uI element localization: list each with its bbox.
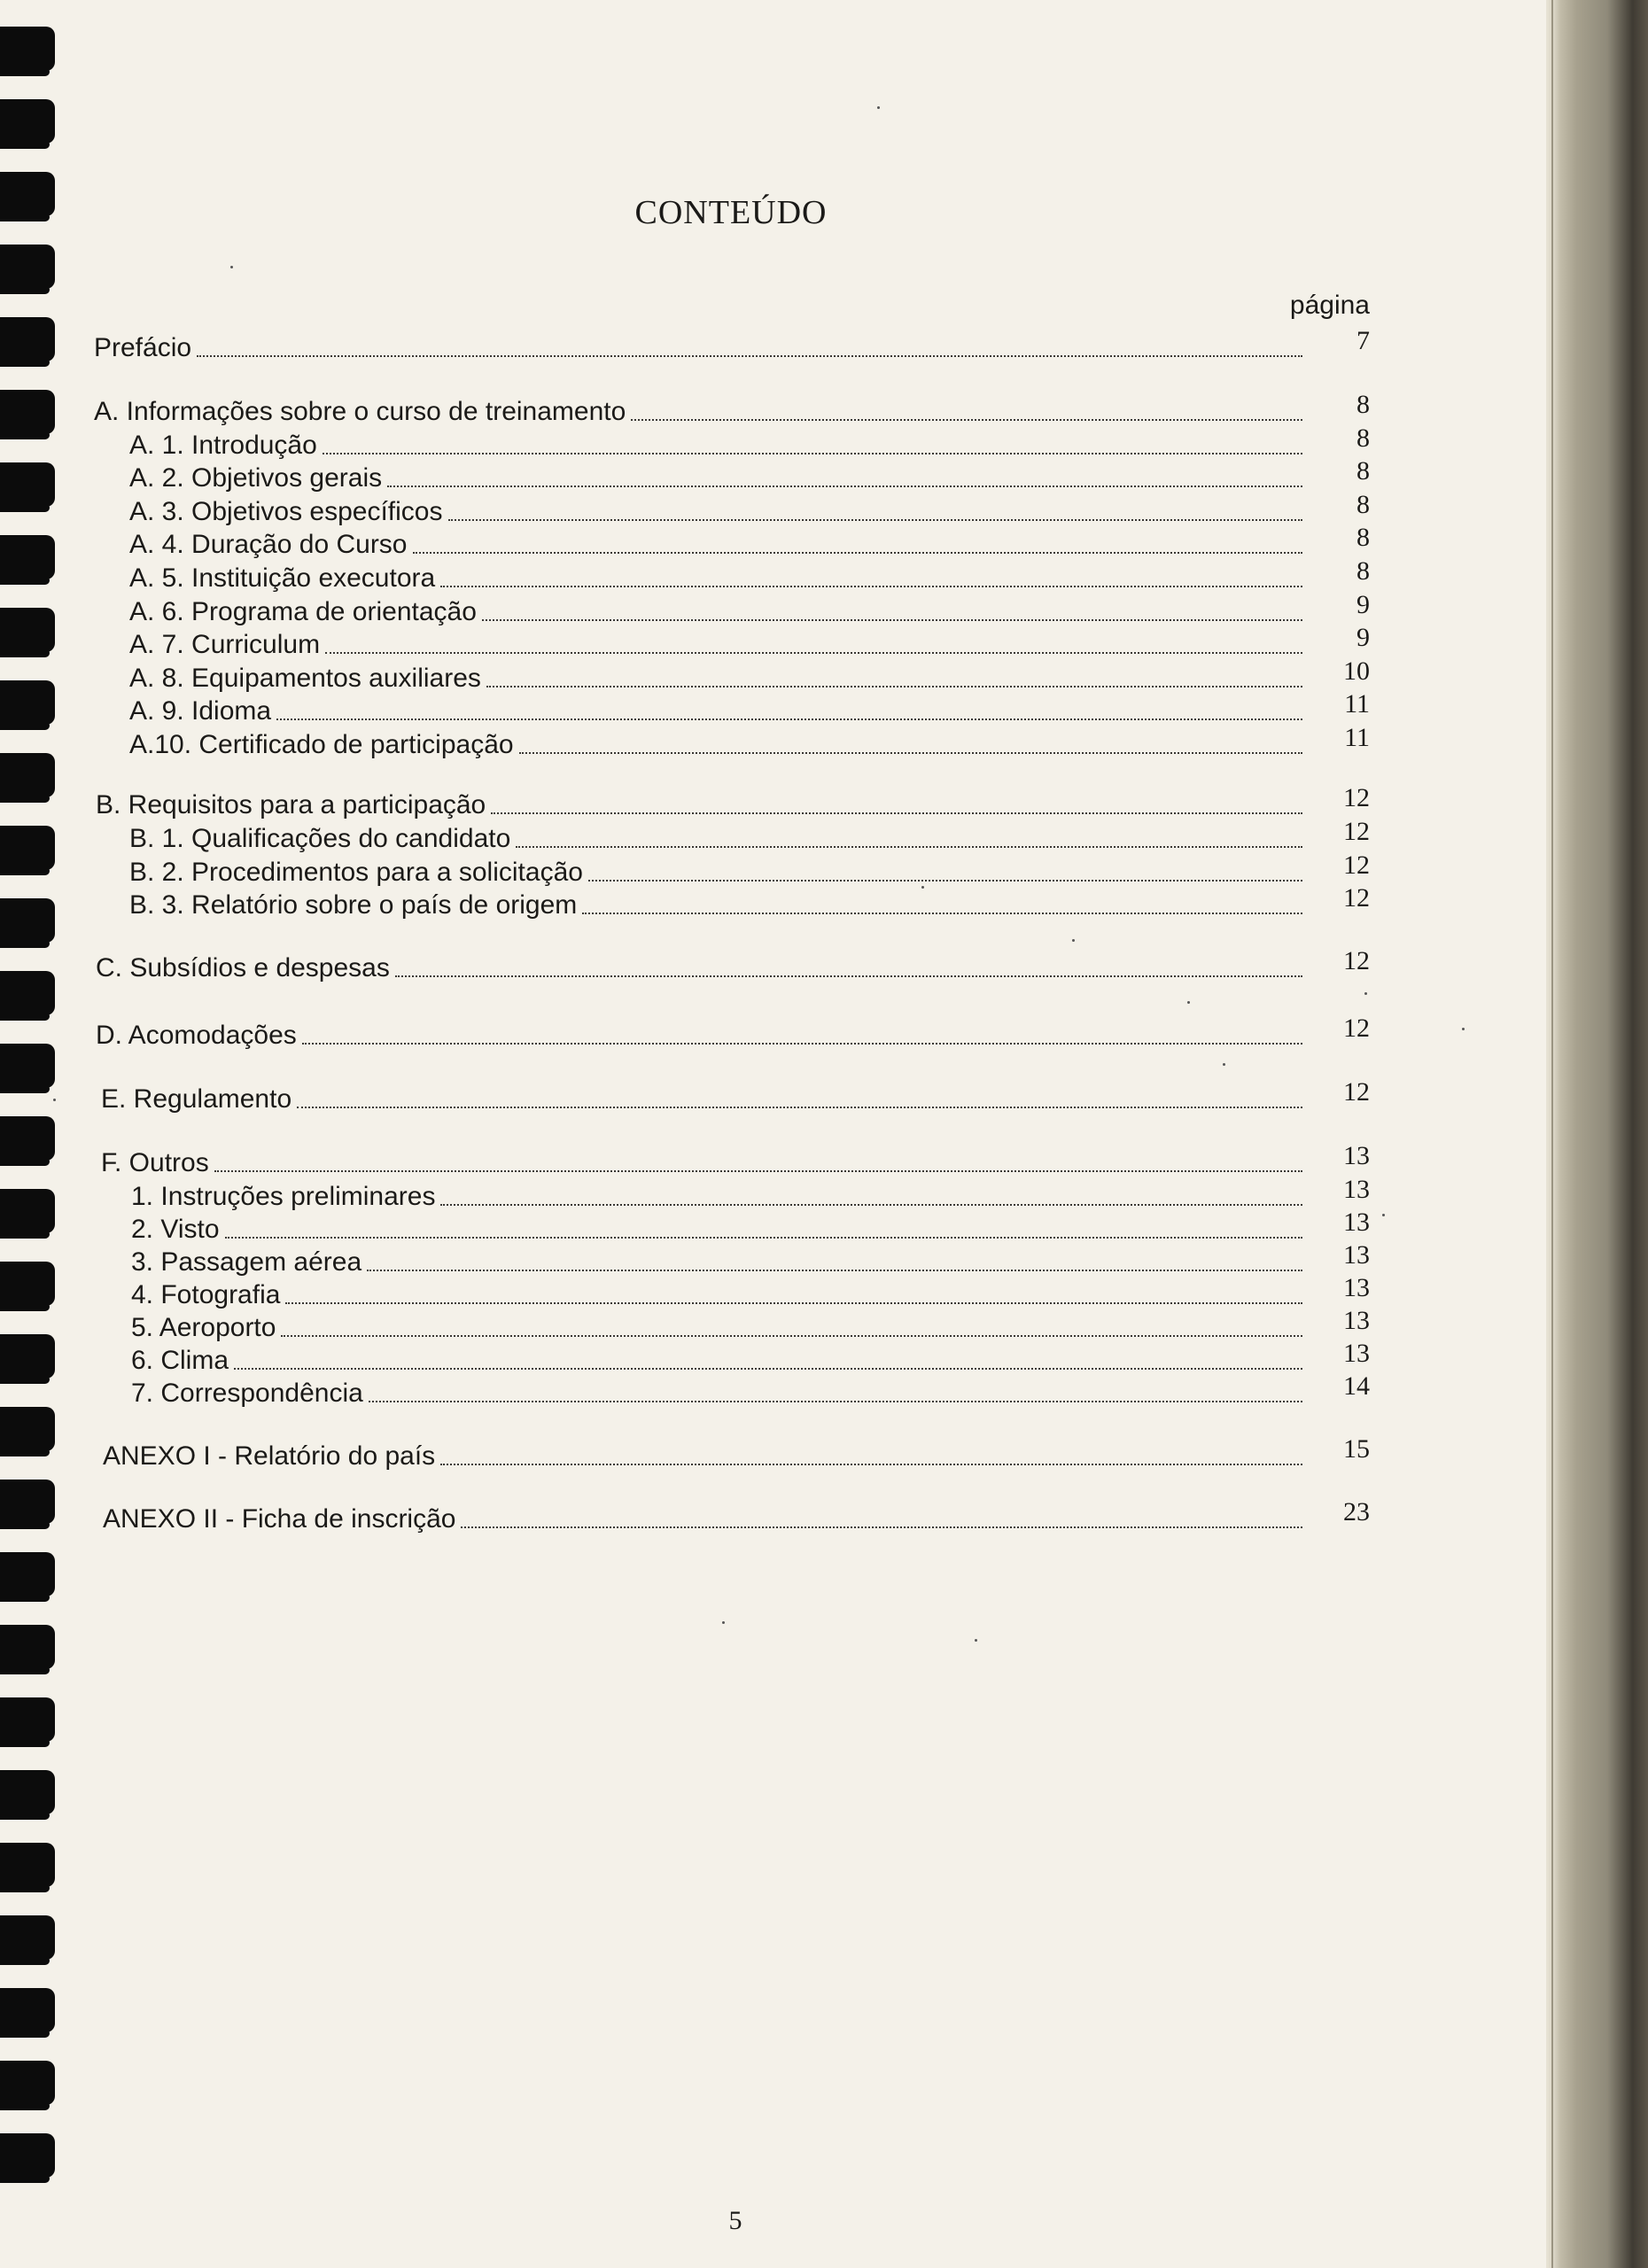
toc-entry-a7 <box>129 623 1370 660</box>
paper-speck <box>53 1099 56 1101</box>
dot-leader <box>482 619 1302 621</box>
toc-entry-label: A. 6. Programa de orientação <box>129 597 477 626</box>
toc-entry-page: 12 <box>1343 1077 1370 1107</box>
dot-leader <box>234 1368 1302 1370</box>
binding-ring <box>0 535 55 579</box>
toc-entry-label: 4. Fotografia <box>131 1280 281 1309</box>
toc-entry-label: ANEXO I - Relatório do país <box>103 1441 436 1471</box>
toc-entry-page: 11 <box>1344 723 1370 752</box>
toc-entry-label: Prefácio <box>94 333 192 362</box>
dot-leader <box>197 355 1302 357</box>
toc-entry-label: F. Outros <box>101 1148 209 1177</box>
toc-entry-page: 12 <box>1343 850 1370 880</box>
dot-leader <box>323 453 1302 454</box>
binding-ring <box>0 462 55 507</box>
toc-entry-label: B. 2. Procedimentos para a solicitação <box>129 858 583 887</box>
binding-ring <box>0 2061 55 2105</box>
toc-entry-b2 <box>129 850 1370 888</box>
toc-entry-a6 <box>129 590 1370 627</box>
dot-leader <box>281 1335 1302 1337</box>
toc-entry-f7 <box>131 1371 1370 1409</box>
page-stack-edge <box>1546 0 1648 2268</box>
binding-ring <box>0 898 55 943</box>
binding-ring <box>0 1625 55 1669</box>
toc-entry-a3 <box>129 490 1370 527</box>
toc-entry-page: 12 <box>1343 946 1370 975</box>
binding-ring <box>0 99 55 144</box>
paper-speck <box>975 1639 977 1642</box>
toc-entry-page: 8 <box>1356 423 1370 453</box>
toc-entry-page: 9 <box>1356 623 1370 652</box>
toc-entry-a1 <box>129 423 1370 461</box>
dot-leader <box>582 913 1302 914</box>
toc-entry-page: 12 <box>1343 783 1370 812</box>
toc-entry-f3 <box>131 1240 1370 1278</box>
toc-entry-label: E. Regulamento <box>101 1084 292 1114</box>
toc-entry-label: 1. Instruções preliminares <box>131 1182 436 1211</box>
dot-leader <box>285 1302 1302 1304</box>
binding-ring <box>0 1843 55 1887</box>
toc-entry-page: 13 <box>1343 1175 1370 1204</box>
dot-leader <box>440 586 1302 587</box>
toc-entry-page: 12 <box>1343 883 1370 913</box>
toc-entry-page: 23 <box>1343 1497 1370 1526</box>
toc-entry-page: 12 <box>1343 817 1370 846</box>
paper-speck <box>722 1621 725 1624</box>
toc-entry-annex-2 <box>103 1497 1370 1534</box>
toc-entry-prefacio <box>94 326 1370 363</box>
toc-entry-section-a <box>94 390 1370 427</box>
toc-entry-page: 10 <box>1343 656 1370 686</box>
binding-ring <box>0 1262 55 1306</box>
page-column-label: página <box>1289 291 1370 320</box>
toc-entry-a2 <box>129 456 1370 493</box>
dot-leader <box>588 880 1302 882</box>
toc-entry-page: 13 <box>1343 1306 1370 1335</box>
toc-entry-a9 <box>129 689 1370 726</box>
dot-leader <box>413 552 1303 554</box>
toc-entry-label: 7. Correspondência <box>131 1379 363 1408</box>
paper-speck <box>1187 1001 1190 1004</box>
dot-leader <box>369 1401 1302 1402</box>
toc-entry-page: 8 <box>1356 556 1370 586</box>
binding-ring <box>0 826 55 870</box>
toc-entry-f5 <box>131 1306 1370 1343</box>
dot-leader <box>461 1526 1302 1528</box>
dot-leader <box>448 519 1303 521</box>
binding-ring <box>0 1334 55 1379</box>
toc-entry-b3 <box>129 883 1370 920</box>
toc-entry-label: A. 2. Objetivos gerais <box>129 463 383 493</box>
toc-entry-label: A. 8. Equipamentos auxiliares <box>129 664 481 693</box>
paper-speck <box>230 266 233 268</box>
toc-entry-a10 <box>129 723 1370 760</box>
binding-ring <box>0 390 55 434</box>
toc-entry-a5 <box>129 556 1370 594</box>
toc-entry-label: 6. Clima <box>131 1346 229 1375</box>
dot-leader <box>302 1043 1302 1045</box>
page-number: 5 <box>728 2206 742 2235</box>
binding-ring <box>0 1044 55 1088</box>
toc-entry-page: 13 <box>1343 1240 1370 1270</box>
toc-entry-page: 12 <box>1343 1014 1370 1043</box>
toc-entry-page: 11 <box>1344 689 1370 718</box>
binding-ring <box>0 27 55 71</box>
toc-entry-label: B. 1. Qualificações do candidato <box>129 824 511 853</box>
toc-entry-page: 13 <box>1343 1141 1370 1170</box>
toc-entry-page: 9 <box>1356 590 1370 619</box>
toc-entry-label: 2. Visto <box>131 1215 220 1244</box>
toc-entry-label: A. 5. Instituição executora <box>129 563 436 593</box>
toc-entry-page: 8 <box>1356 523 1370 552</box>
dot-leader <box>440 1204 1302 1206</box>
binding-ring <box>0 753 55 797</box>
toc-entry-page: 8 <box>1356 456 1370 485</box>
toc-entry-page: 7 <box>1356 326 1370 355</box>
binding-ring <box>0 317 55 361</box>
toc-entry-label: 5. Aeroporto <box>131 1313 276 1342</box>
dot-leader <box>631 419 1302 421</box>
toc-entry-label: A. 7. Curriculum <box>129 630 321 659</box>
toc-entry-section-e <box>101 1077 1370 1115</box>
binding-ring <box>0 1552 55 1596</box>
dot-leader <box>519 752 1302 754</box>
paper-speck <box>1462 1028 1465 1030</box>
toc-entry-section-d <box>96 1014 1370 1051</box>
toc-entry-f1 <box>131 1175 1370 1212</box>
toc-entry-page: 13 <box>1343 1339 1370 1368</box>
toc-entry-page: 15 <box>1343 1434 1370 1464</box>
dot-leader <box>387 485 1302 487</box>
binding-ring <box>0 680 55 725</box>
toc-entry-page: 13 <box>1343 1273 1370 1302</box>
paper-speck <box>1364 992 1367 995</box>
dot-leader <box>225 1237 1302 1239</box>
toc-entry-label: A. Informações sobre o curso de treinamento <box>94 397 626 426</box>
toc-entry-label: C. Subsídios e despesas <box>96 953 390 983</box>
toc-entry-f4 <box>131 1273 1370 1310</box>
dot-leader <box>367 1270 1302 1271</box>
binding-ring <box>0 1697 55 1742</box>
dot-leader <box>214 1170 1302 1172</box>
toc-entry-section-b <box>96 783 1370 820</box>
binding-ring <box>0 1407 55 1451</box>
toc-entry-page: 13 <box>1343 1208 1370 1237</box>
dot-leader <box>395 975 1302 977</box>
binding-ring <box>0 608 55 652</box>
paper-speck <box>877 106 880 109</box>
toc-entry-label: B. 3. Relatório sobre o país de origem <box>129 890 578 920</box>
paper-speck <box>1223 1063 1225 1066</box>
toc-entry-a8 <box>129 656 1370 694</box>
binding-ring <box>0 2133 55 2178</box>
toc-entry-page: 8 <box>1356 490 1370 519</box>
binding-ring <box>0 1988 55 2032</box>
toc-entry-label: A.10. Certificado de participação <box>129 730 514 759</box>
toc-entry-b1 <box>129 817 1370 854</box>
toc-entry-label: B. Requisitos para a participação <box>96 790 486 819</box>
paper-speck <box>1072 939 1075 942</box>
dot-leader <box>276 718 1302 720</box>
toc-entry-page: 14 <box>1343 1371 1370 1401</box>
contents-heading: CONTEÚDO <box>634 194 828 231</box>
dot-leader <box>491 812 1302 814</box>
toc-entry-label: 3. Passagem aérea <box>131 1247 362 1277</box>
dot-leader <box>325 652 1302 654</box>
binding-ring <box>0 971 55 1015</box>
binding-ring <box>0 1480 55 1524</box>
toc-entry-label: D. Acomodações <box>96 1021 297 1050</box>
toc-entry-label: A. 3. Objetivos específicos <box>129 497 443 526</box>
dot-leader <box>516 846 1302 848</box>
toc-entry-page: 8 <box>1356 390 1370 419</box>
binding-ring <box>0 245 55 289</box>
toc-entry-label: A. 4. Duração do Curso <box>129 530 408 559</box>
spiral-binding <box>0 27 62 2241</box>
toc-entry-label: ANEXO II - Ficha de inscrição <box>103 1504 456 1534</box>
toc-entry-section-c <box>96 946 1370 983</box>
toc-entry-annex-1 <box>103 1434 1370 1472</box>
toc-entry-label: A. 9. Idioma <box>129 696 272 726</box>
paper-speck <box>1382 1214 1385 1216</box>
paper-speck <box>921 886 924 889</box>
toc-entry-a4 <box>129 523 1370 560</box>
binding-ring <box>0 1189 55 1233</box>
binding-ring <box>0 1116 55 1161</box>
toc-entry-label: A. 1. Introdução <box>129 431 317 460</box>
dot-leader <box>486 686 1302 687</box>
dot-leader <box>440 1464 1302 1465</box>
toc-entry-f6 <box>131 1339 1370 1376</box>
binding-ring <box>0 1770 55 1814</box>
toc-entry-f2 <box>131 1208 1370 1245</box>
binding-ring <box>0 1915 55 1960</box>
dot-leader <box>297 1107 1302 1108</box>
toc-entry-section-f <box>101 1141 1370 1178</box>
